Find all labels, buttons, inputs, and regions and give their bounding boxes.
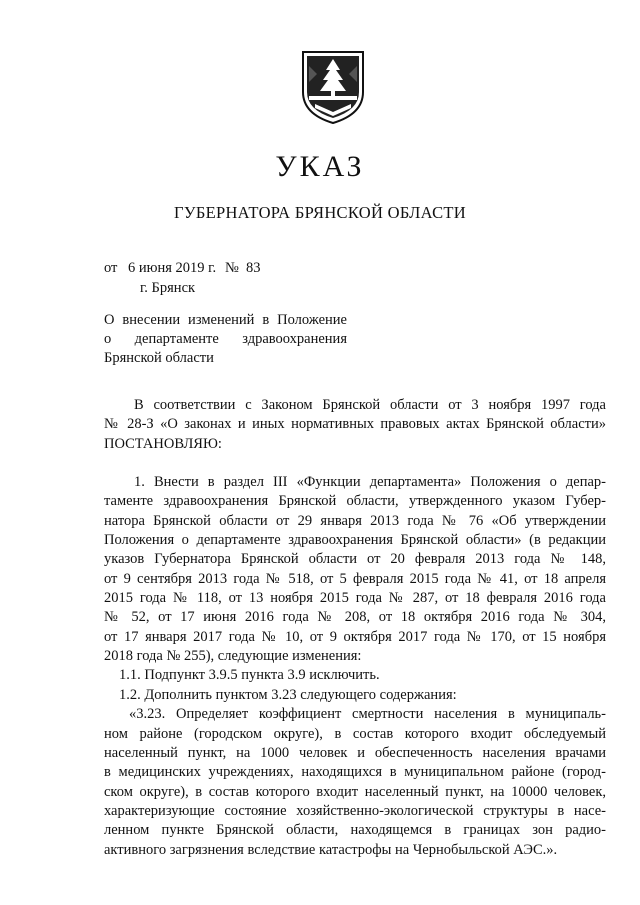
coat-of-arms-icon bbox=[297, 46, 369, 126]
preamble-line: № 28-З «О законах и иных нормативных правовых актах Брянской области» bbox=[104, 416, 606, 433]
item1-line: 1. Внести в раздел III «Функции департамента» Положения о депар- bbox=[134, 474, 606, 491]
subject-line: О внесении изменений в Положение bbox=[104, 312, 347, 328]
item1-2: 1.2. Дополнить пунктом 3.23 следующего содержания: bbox=[119, 686, 457, 703]
item1-line: таменте здравоохранения Брянской области, утвержденного указом Губер- bbox=[104, 493, 606, 510]
number-label: № bbox=[225, 260, 239, 276]
item3-23-line: населенный пункт, на 1000 человек и обеспеченность населения врачами bbox=[104, 744, 606, 761]
item3-23-line: «3.23. Определяет коэффициент смертности населения в муниципаль- bbox=[129, 706, 606, 723]
document-subtitle: ГУБЕРНАТОРА БРЯНСКОЙ ОБЛАСТИ bbox=[174, 203, 466, 222]
decree-number: 83 bbox=[246, 260, 261, 276]
document-title: УКАЗ bbox=[275, 150, 365, 183]
subject-line: Брянской области bbox=[104, 350, 214, 366]
item1-line: 2018 года № 255), следующие изменения: bbox=[104, 648, 362, 665]
item1-line: № 52, от 17 июня 2016 года № 208, от 18 октября 2016 года № 304, bbox=[104, 609, 606, 626]
item3-23-line: активного загрязнения вследствие катастрофы на Чернобыльской АЭС.». bbox=[104, 841, 558, 858]
item1-line: натора Брянской области от 29 января 2013 года № 76 «Об утверждении bbox=[104, 512, 606, 529]
item1-line: от 9 сентября 2013 года № 518, от 5 февраля 2015 года № 41, от 18 апреля bbox=[104, 570, 606, 587]
preamble-line: В соответствии с Законом Брянской области от 3 ноября 1997 года bbox=[134, 397, 606, 413]
decree-body bbox=[104, 396, 606, 860]
item3-23-line: в медицинских учреждениях, находящихся в муниципальном районе (город- bbox=[104, 764, 606, 781]
item3-23-line: ском округе), в состав которого входит населенный пункт, на 10000 человек, bbox=[104, 783, 606, 800]
decree-date: 6 июня 2019 г. bbox=[128, 260, 217, 276]
item3-23-line: характеризующие состояние хозяйственно-экологической структуры в насе- bbox=[104, 802, 606, 819]
item3-23-line: ном районе (городском округе), в состав которого входит обследуемый bbox=[104, 725, 606, 742]
item3-23-line: ленном пункте Брянской области, находящемся в границах зон радио- bbox=[104, 822, 606, 839]
item1-1: 1.1. Подпункт 3.9.5 пункта 3.9 исключить. bbox=[119, 667, 380, 684]
subject-line: о департаменте здравоохранения bbox=[104, 331, 347, 347]
item1-line: указов Губернатора Брянской области от 20 февраля 2013 года № 148, bbox=[104, 551, 606, 568]
decree-subject bbox=[104, 311, 347, 368]
date-prefix: от bbox=[104, 260, 118, 276]
item1-line: Положения о департаменте здравоохранения Брянской области» (в редакции bbox=[104, 532, 606, 549]
decree-city: г. Брянск bbox=[140, 280, 196, 296]
item1-line: от 17 января 2017 года № 10, от 9 октября 2017 года № 170, от 15 ноября bbox=[104, 628, 606, 645]
item1-line: 2015 года № 118, от 13 ноября 2015 года № 287, от 18 февраля 2016 года bbox=[104, 590, 606, 607]
preamble-resolve: ПОСТАНОВЛЯЮ: bbox=[104, 435, 222, 452]
